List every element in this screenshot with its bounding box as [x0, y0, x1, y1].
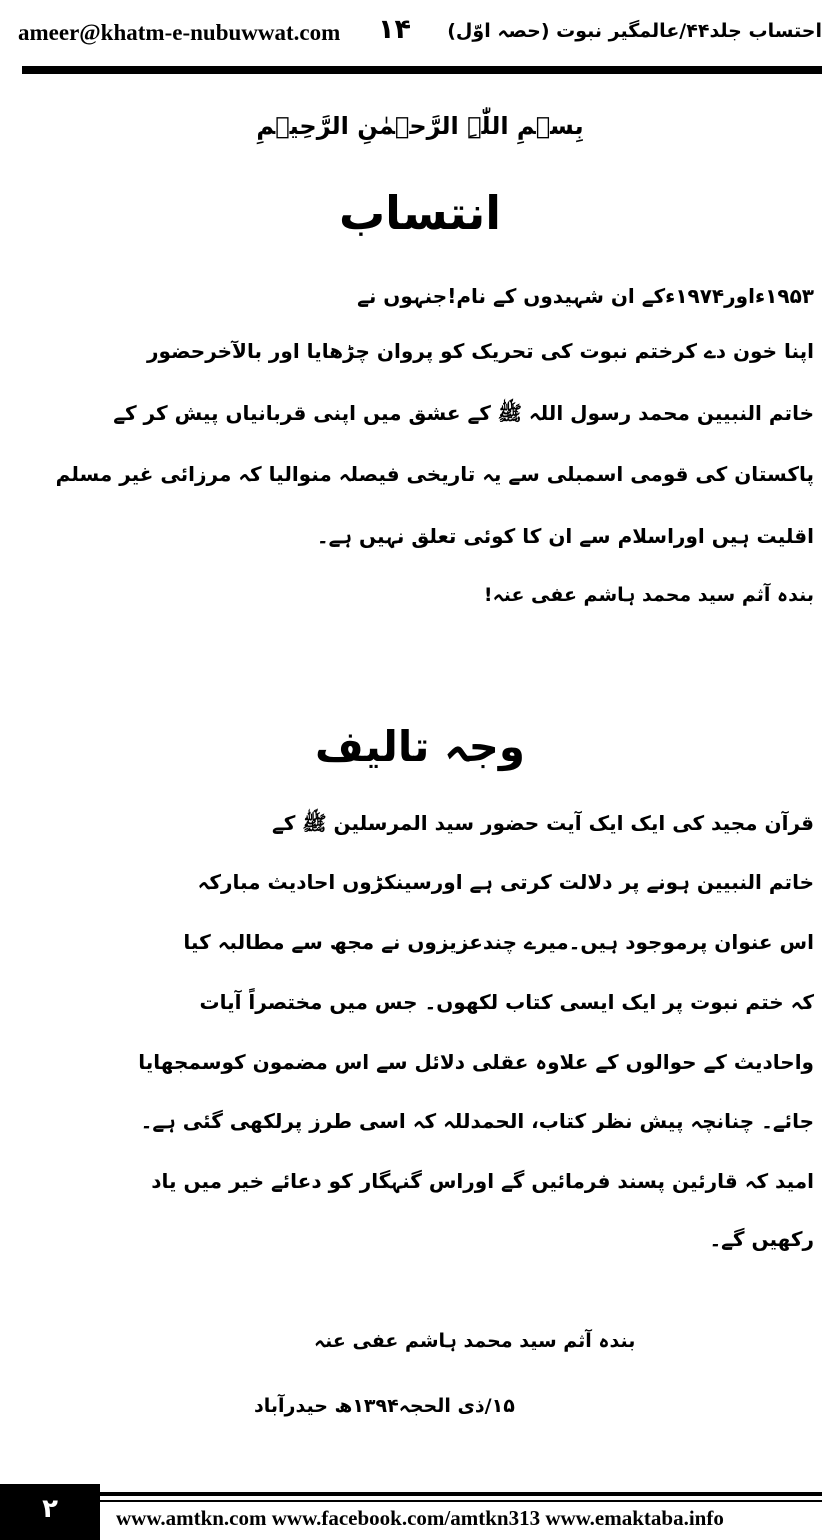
- dedication-line: ۱۹۵۳ءاور۱۹۷۴ءکے ان شہیدوں کے نام!جنہوں نے: [357, 284, 814, 308]
- footer-rule: [100, 1492, 822, 1496]
- reason-line: قرآن مجید کی ایک ایک آیت حضور سید المرسلین ﷺ کے: [272, 811, 814, 835]
- header-rule: [22, 66, 822, 74]
- reason-line: جائے۔ چنانچہ پیش نظر کتاب، الحمدللہ کہ اسی طرز پرلکھی گئی ہے۔: [140, 1109, 814, 1133]
- footer-page-number: ۲: [0, 1484, 100, 1540]
- reason-line: واحادیث کے حوالوں کے علاوہ عقلی دلائل سے اس مضمون کوسمجھایا: [138, 1050, 814, 1074]
- footer-rule: [100, 1500, 822, 1502]
- dedication-heading: انتساب: [338, 186, 502, 240]
- reason-heading: وجہ تالیف: [314, 722, 526, 771]
- header-page-number: ۱۴: [378, 14, 411, 45]
- reason-line: امید کہ قارئین پسند فرمائیں گے اوراس گنہگار کو دعائے خیر میں یاد: [151, 1169, 814, 1193]
- dedication-line: اقلیت ہیں اوراسلام سے ان کا کوئی تعلق نہیں ہے۔: [316, 524, 814, 548]
- dedication-line: خاتم النبیین محمد رسول اللہ ﷺ کے عشق میں اپنی قربانیاں پیش کر کے: [113, 401, 814, 425]
- dedication-line: پاکستان کی قومی اسمبلی سے یہ تاریخی فیصلہ منوالیا کہ مرزائی غیر مسلم: [55, 462, 814, 486]
- reason-line: اس عنوان پرموجود ہیں۔میرے چندعزیزوں نے مجھ سے مطالبہ کیا: [183, 930, 814, 954]
- reason-date-place: ۱۵/ذی الحجہ۱۳۹۴ھ حیدرآباد: [254, 1395, 515, 1417]
- dedication-signature: بندہ آثم سید محمد ہاشم عفی عنہ!: [483, 584, 814, 606]
- bismillah: بِسۡمِ اللّٰہِ الرَّحۡمٰنِ الرَّحِیۡمِ: [256, 112, 584, 140]
- reason-line: کہ ختم نبوت پر ایک ایسی کتاب لکھوں۔ جس میں مختصراً آیات: [199, 990, 814, 1014]
- reason-signature: بندہ آثم سید محمد ہاشم عفی عنہ: [314, 1330, 636, 1352]
- header-book-title: احتساب جلد۴۴/عالمگیر نبوت (حصہ اوّل): [447, 20, 822, 42]
- reason-line: رکھیں گے۔: [709, 1227, 814, 1251]
- footer-links: www.amtkn.com www.facebook.com/amtkn313 www.emaktaba.info: [116, 1506, 724, 1530]
- reason-line: خاتم النبیین ہونے پر دلالت کرتی ہے اورسینکڑوں احادیث مبارکہ: [197, 870, 814, 894]
- dedication-line: اپنا خون دے کرختم نبوت کی تحریک کو پروان چڑھایا اور بالآخرحضور: [147, 339, 814, 363]
- header-email: ameer@khatm-e-nubuwwat.com: [18, 20, 341, 45]
